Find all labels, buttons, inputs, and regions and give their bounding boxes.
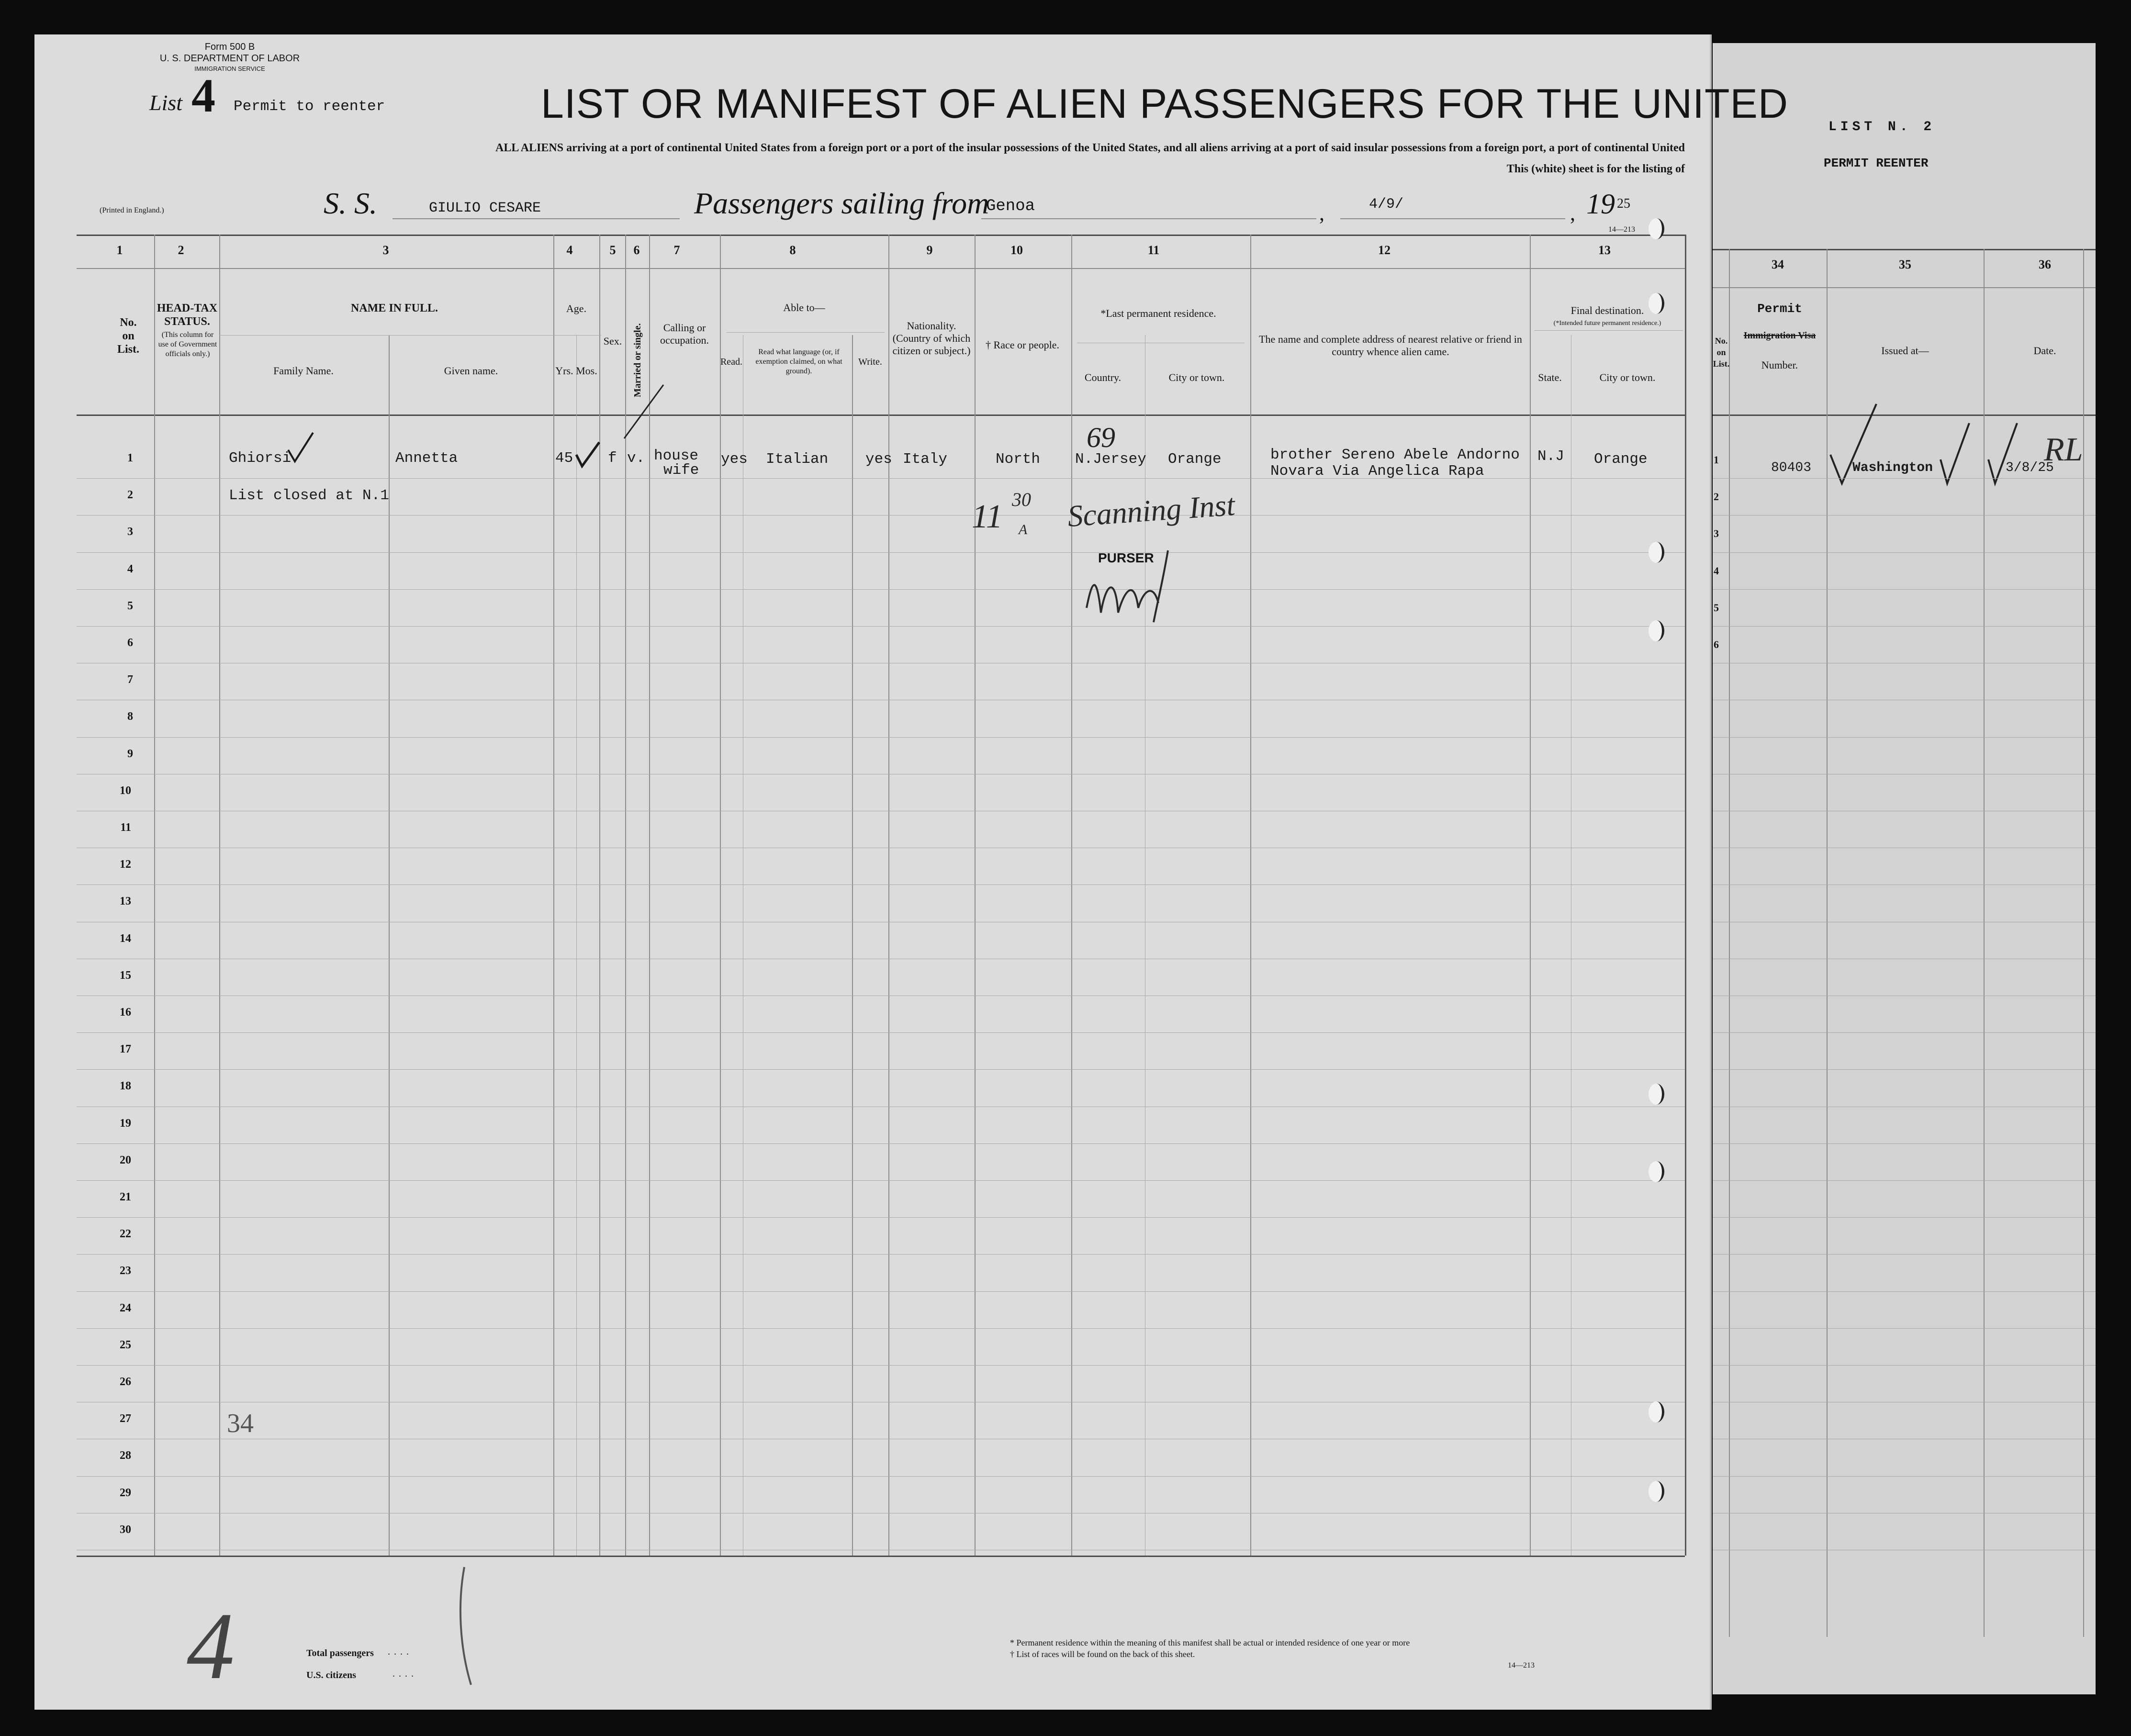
col-number-7: 7 <box>673 243 680 257</box>
row-number: 5 <box>127 599 133 612</box>
row-number: 16 <box>120 1006 131 1019</box>
right-row-line <box>1713 1328 2096 1329</box>
purser-signature <box>1082 541 1187 627</box>
row-number: 18 <box>120 1080 131 1093</box>
col-number-6: 6 <box>633 243 640 257</box>
header-read-language: Read what language (or, if exemption claimed, on what ground). <box>755 348 842 375</box>
right-col-36: 36 <box>2039 258 2051 271</box>
slash-mark-icon <box>622 383 665 440</box>
row-number: 6 <box>127 637 133 649</box>
manifest-title: LIST OR MANIFEST OF ALIEN PASSENGERS FOR THE UNITED <box>541 81 1789 127</box>
passenger-dest-state: N.J <box>1537 448 1564 465</box>
passenger-relative-2: Novara Via Angelica Rapa <box>1270 463 1484 480</box>
handwritten-annotation: Scanning Inst <box>1066 487 1236 534</box>
col-number-1: 1 <box>116 243 123 257</box>
row-number: 19 <box>120 1117 131 1130</box>
header-city-town: City or town. <box>1168 371 1225 383</box>
right-row-line <box>1713 1069 2096 1070</box>
purser-stamp: PURSER <box>1098 550 1154 565</box>
pencil-mark <box>455 1565 483 1690</box>
row-number: 2 <box>127 489 133 502</box>
col-number-5: 5 <box>609 243 616 257</box>
row-line <box>77 552 1685 553</box>
right-col-35: 35 <box>1899 258 1911 271</box>
row-number: 9 <box>127 747 133 760</box>
col-number-9: 9 <box>926 243 933 257</box>
passenger-country: N.Jersey <box>1075 451 1146 468</box>
row-number: 30 <box>120 1523 131 1536</box>
header-head-tax-note: (This column for use of Government officials only.) <box>158 331 217 358</box>
right-row-line <box>1713 737 2096 738</box>
right-row-line <box>1713 552 2096 553</box>
passenger-nationality: Italy <box>903 451 948 468</box>
right-row-number: 2 <box>1714 491 1719 503</box>
handwritten-total: 4 <box>187 1593 235 1699</box>
list-type: Permit to reenter <box>234 98 385 115</box>
right-row-line <box>1713 1217 2096 1218</box>
header-sex: Sex. <box>603 335 622 347</box>
row-line <box>77 1143 1685 1144</box>
row-number: 25 <box>120 1338 131 1351</box>
header-nationality: Nationality. (Country of which citizen or subject.) <box>892 320 971 357</box>
check-mark-icon <box>286 431 315 464</box>
right-permit-number: 80403 <box>1771 460 1812 475</box>
col-number-4: 4 <box>566 243 573 257</box>
header-able-to: Able to— <box>783 302 825 314</box>
right-date-label: Date. <box>2033 345 2056 357</box>
header-write: Write. <box>858 357 882 367</box>
row-line <box>77 589 1685 590</box>
right-row-line <box>1713 1476 2096 1477</box>
right-row-line <box>1713 1180 2096 1181</box>
header-no-on-list: No. on List. <box>117 316 139 356</box>
row-line <box>77 1180 1685 1181</box>
header-state: State. <box>1538 371 1562 383</box>
col-number-8: 8 <box>789 243 796 257</box>
right-no-on-list: No. on List. <box>1713 336 1730 369</box>
right-row-number: 6 <box>1714 638 1719 650</box>
right-row-line <box>1713 1291 2096 1292</box>
row-line <box>77 1476 1685 1477</box>
row-number: 7 <box>127 673 133 686</box>
col-number-10: 10 <box>1010 243 1023 257</box>
year-prefix: 19 <box>1586 188 1615 220</box>
header-read: Read. <box>720 357 743 367</box>
passenger-age: 45 <box>555 450 573 467</box>
right-issued-at: Issued at— <box>1881 345 1929 357</box>
header-final-note: (*Intended future permanent residence.) <box>1553 320 1661 327</box>
col-number-2: 2 <box>178 243 184 257</box>
row-line <box>77 1217 1685 1218</box>
row-number: 8 <box>127 710 133 723</box>
row-line <box>77 626 1685 627</box>
right-list-title: LIST N. 2 <box>1828 120 1936 134</box>
row-number: 11 <box>120 821 131 834</box>
sailing-label: Passengers sailing from <box>694 186 989 220</box>
passenger-relative-1: brother Sereno Abele Andorno <box>1270 447 1520 463</box>
passenger-language: Italian <box>766 451 829 468</box>
header-race: † Race or people. <box>986 339 1059 351</box>
check-mark-icon <box>574 440 601 469</box>
right-row-line <box>1713 1143 2096 1144</box>
binder-hole <box>1649 1084 1664 1105</box>
header-country: Country. <box>1084 371 1122 383</box>
binder-hole <box>1649 1481 1664 1502</box>
passenger-race: North <box>996 451 1041 468</box>
row-number: 12 <box>120 858 131 871</box>
row-number: 27 <box>120 1412 131 1425</box>
passenger-marital: v. <box>627 450 645 467</box>
service-label: IMMIGRATION SERVICE <box>194 65 265 72</box>
row-line <box>77 1291 1685 1292</box>
row-number: 24 <box>120 1301 131 1314</box>
initials-mark: RL <box>2044 431 2083 468</box>
row-number: 14 <box>120 932 131 945</box>
row-number: 4 <box>127 562 133 575</box>
passenger-occupation-1: house <box>654 448 699 464</box>
bottom-number: 34 <box>227 1409 254 1438</box>
col-number-3: 3 <box>382 243 389 257</box>
ss-label: S. S. <box>324 186 377 220</box>
right-issue-date: 3/8/25 <box>2006 460 2054 475</box>
row-number: 3 <box>127 526 133 538</box>
header-head-tax: HEAD-TAX STATUS. <box>157 302 218 328</box>
passenger-given-name: Annetta <box>395 450 458 467</box>
right-row-line <box>1713 626 2096 627</box>
instruction-line-1: ALL ALIENS arriving at a port of continental United States from a foreign port or a port of the insular possessions of the United States, and all aliens arriving at a port of said insular possessions from a foreign port, a port of continental United <box>495 142 1685 154</box>
right-row-number: 3 <box>1714 527 1719 540</box>
form-code-top: 14—213 <box>1608 225 1635 234</box>
footer-us-citizens: U.S. citizens <box>306 1670 356 1680</box>
row-number: 28 <box>120 1449 131 1462</box>
list-label: List <box>149 90 183 115</box>
passenger-write: yes <box>865 451 892 468</box>
header-relative: The name and complete address of nearest relative or friend in country whence alien came. <box>1259 333 1522 358</box>
instruction-line-2: This (white) sheet is for the listing of <box>1506 163 1685 175</box>
list-closed-note: List closed at N.1 <box>229 487 389 504</box>
row-number: 23 <box>120 1265 131 1277</box>
right-permit-label: Permit <box>1757 302 1802 316</box>
row-number: 10 <box>120 784 131 797</box>
row-number: 22 <box>120 1228 131 1241</box>
right-number-label: Number. <box>1761 359 1798 371</box>
header-married: Married or single. <box>632 323 643 397</box>
form-number: Form 500 B <box>204 42 255 52</box>
row-line <box>77 1032 1685 1033</box>
right-row-line <box>1713 478 2096 479</box>
right-immigration-visa: Immigration Visa <box>1743 330 1816 341</box>
binder-hole <box>1649 293 1664 314</box>
row-line <box>77 737 1685 738</box>
row-number: 29 <box>120 1486 131 1499</box>
passenger-city: Orange <box>1168 451 1222 468</box>
header-given-name: Given name. <box>444 365 498 377</box>
header-age: Age. <box>566 302 587 314</box>
col-number-13: 13 <box>1598 243 1611 257</box>
row-number: 26 <box>120 1376 131 1388</box>
header-final-destination: Final destination. <box>1570 304 1644 316</box>
passenger-read: yes <box>721 451 748 468</box>
ship-name: GIULIO CESARE <box>429 200 541 216</box>
footer-note-2: † List of races will be found on the back of this sheet. <box>1010 1649 1195 1659</box>
row-number: 15 <box>120 969 131 982</box>
binder-hole <box>1649 218 1664 239</box>
right-row-number: 1 <box>1714 454 1719 466</box>
right-row-line <box>1713 589 2096 590</box>
binder-hole <box>1649 1401 1664 1422</box>
row-line <box>77 1069 1685 1070</box>
row-number: 1 <box>127 452 133 464</box>
port: Genoa <box>986 197 1035 215</box>
sailing-date: 4/9/ <box>1369 196 1404 213</box>
year-suffix: 25 <box>1617 196 1630 211</box>
row-line <box>77 1365 1685 1366</box>
right-row-number: 5 <box>1714 601 1719 614</box>
adjacent-page <box>1713 43 2096 1694</box>
department-label: U. S. DEPARTMENT OF LABOR <box>159 53 300 64</box>
row-number: 20 <box>120 1154 131 1166</box>
footer-note-1: * Permanent residence within the meaning of this manifest shall be actual or intended residence of one year or more <box>1010 1638 1410 1647</box>
footer-code: 14—213 <box>1508 1661 1535 1669</box>
header-calling: Calling or occupation. <box>660 322 709 346</box>
printed-in: (Printed in England.) <box>100 206 164 214</box>
row-line <box>77 1328 1685 1329</box>
right-row-number: 4 <box>1714 564 1719 577</box>
header-last-residence: *Last permanent residence. <box>1100 307 1216 319</box>
check-mark-icon <box>1828 402 1881 488</box>
right-issued-place: Washington <box>1852 460 1933 475</box>
row-number: 13 <box>120 895 131 908</box>
header-yrs-mos: Yrs. Mos. <box>555 365 597 377</box>
footer-total-passengers: Total passengers <box>306 1648 374 1658</box>
row-number: 21 <box>120 1191 131 1203</box>
row-number: 17 <box>120 1043 131 1056</box>
header-dest-city: City or town. <box>1599 371 1656 383</box>
right-row-line <box>1713 1032 2096 1033</box>
header-family-name: Family Name. <box>273 365 334 377</box>
binder-hole <box>1649 1161 1664 1182</box>
right-row-line <box>1713 1365 2096 1366</box>
passenger-sex: f <box>608 450 617 467</box>
manifest-page <box>34 34 1712 1710</box>
passenger-dest-city: Orange <box>1594 451 1648 468</box>
binder-hole <box>1649 620 1664 641</box>
binder-hole <box>1649 542 1664 563</box>
passenger-family-name: Ghiorsi <box>229 450 292 467</box>
right-col-34: 34 <box>1772 258 1784 271</box>
passenger-occupation-2: wife <box>663 462 699 479</box>
list-number: 4 <box>191 69 215 122</box>
col-number-12: 12 <box>1378 243 1391 257</box>
header-name-in-full: NAME IN FULL. <box>350 302 438 314</box>
col-number-11: 11 <box>1147 243 1160 257</box>
right-subtitle: PERMIT REENTER <box>1824 156 1929 170</box>
